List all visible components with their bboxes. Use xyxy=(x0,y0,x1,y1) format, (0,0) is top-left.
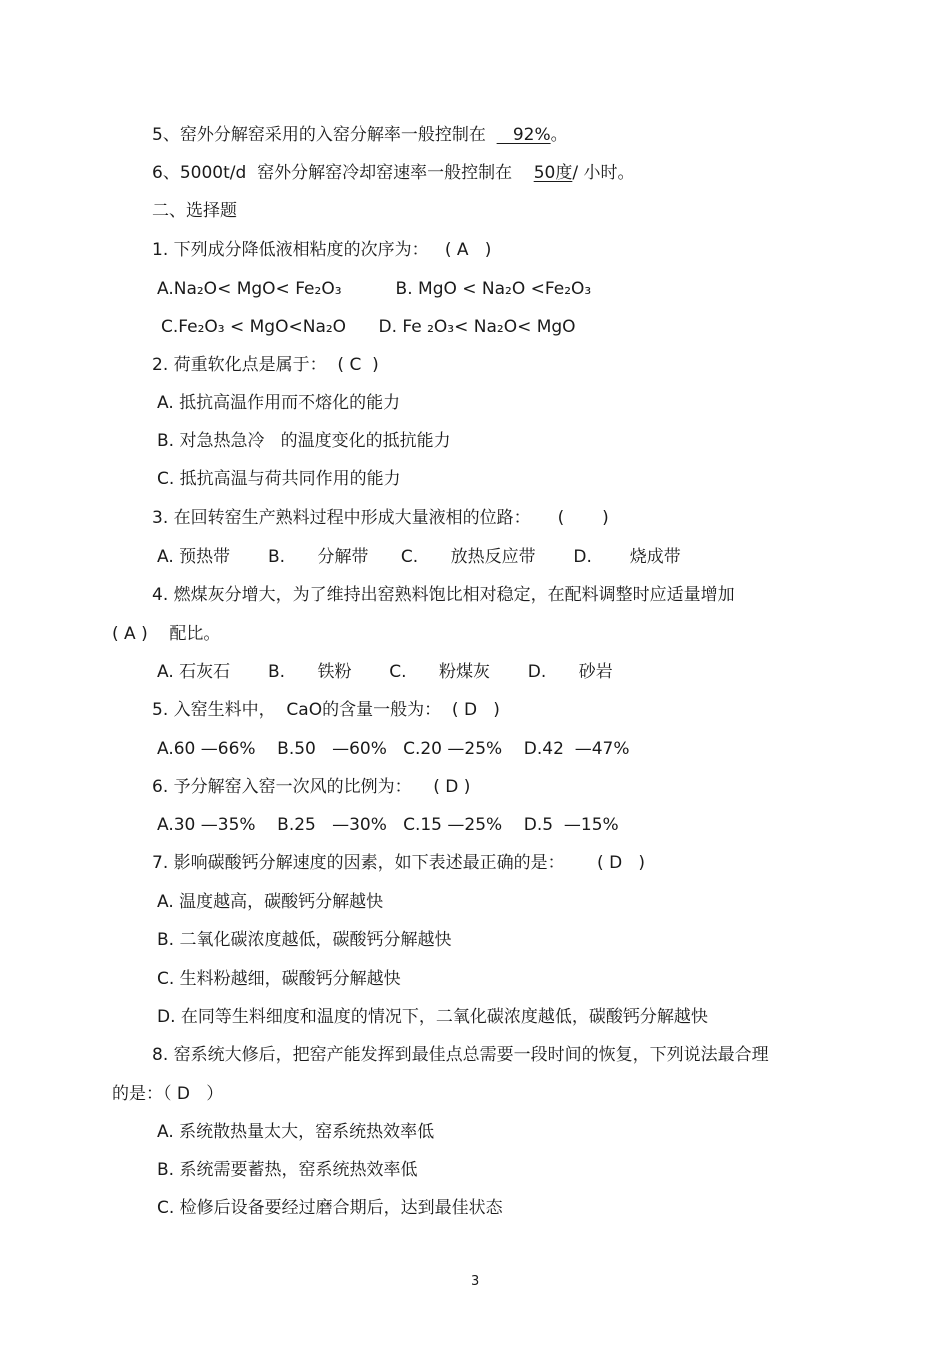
fill-blank-q6 xyxy=(152,162,634,184)
question-option: A.Na₂O< MgO< Fe₂O₃ B. MgO < Na₂O <Fe₂O₃ xyxy=(157,279,592,299)
question-stem: 4. 燃煤灰分增大，为了维持出窑熟料饱比相对稳定，在配料调整时应适量增加 xyxy=(152,585,735,605)
section-title: 二、选择题 xyxy=(152,201,237,221)
question-option: B. 系统需要蓄热，窑系统热效率低 xyxy=(157,1160,418,1180)
question-stem: 1. 下列成分降低液相粘度的次序为： ( A ) xyxy=(152,240,492,260)
question-option: C.Fe₂O₃ < MgO<Na₂O D. Fe ₂O₃< Na₂O< MgO xyxy=(161,317,576,337)
q6-answer: 50度 xyxy=(533,163,573,183)
page-number: 3 xyxy=(471,1274,480,1289)
question-stem: 7. 影响碳酸钙分解速度的因素，如下表述最正确的是： ( D ) xyxy=(152,853,646,873)
question-stem: 5. 入窑生料中， CaO的含量一般为： ( D ) xyxy=(152,700,500,720)
fill-blank-q5 xyxy=(152,124,568,146)
question-option: C. 生料粉越细，碳酸钙分解越快 xyxy=(157,969,401,989)
q5-text: 5、窑外分解窑采用的入窑分解率一般控制在 xyxy=(152,125,497,145)
question-option: A. 抵抗高温作用而不熔化的能力 xyxy=(157,393,401,413)
question-stem-cont: 的是：（ D ） xyxy=(112,1084,224,1104)
question-stem: 6. 予分解窑入窑一次风的比例为： ( D ) xyxy=(152,777,471,797)
question-stem: 8. 窑系统大修后，把窑产能发挥到最佳点总需要一段时间的恢复，下列说法最合理 xyxy=(152,1045,769,1065)
q6-end: / 小时。 xyxy=(572,163,635,183)
question-option: A.30 —35% B.25 —30% C.15 —25% D.5 —15% xyxy=(157,815,619,835)
question-option: B. 二氧化碳浓度越低，碳酸钙分解越快 xyxy=(157,930,452,950)
question-stem-cont: ( A ) 配比。 xyxy=(112,624,221,644)
question-option: D. 在同等生料细度和温度的情况下，二氧化碳浓度越低，碳酸钙分解越快 xyxy=(157,1007,708,1027)
question-option: A. 石灰石 B. 铁粉 C. 粉煤灰 D. 砂岩 xyxy=(157,662,613,682)
q5-answer: 92% xyxy=(496,125,551,145)
question-option: A. 温度越高，碳酸钙分解越快 xyxy=(157,892,384,912)
question-option: B. 对急热急冷 的温度变化的抵抗能力 xyxy=(157,431,451,451)
q6-text: 6、5000t/d 窑外分解窑冷却窑速率一般控制在 xyxy=(152,163,534,183)
question-stem: 2. 荷重软化点是属于： ( C ) xyxy=(152,355,379,375)
question-option: A.60 —66% B.50 —60% C.20 —25% D.42 —47% xyxy=(157,739,630,759)
question-option: C. 抵抗高温与荷共同作用的能力 xyxy=(157,469,401,489)
question-option: C. 检修后设备要经过磨合期后，达到最佳状态 xyxy=(157,1198,503,1218)
question-stem: 3. 在回转窑生产熟料过程中形成大量液相的位路： ( ) xyxy=(152,508,609,528)
question-option: A. 系统散热量太大，窑系统热效率低 xyxy=(157,1122,435,1142)
q5-end: 。 xyxy=(550,125,568,145)
question-option: A. 预热带 B. 分解带 C. 放热反应带 D. 烧成带 xyxy=(157,547,681,567)
